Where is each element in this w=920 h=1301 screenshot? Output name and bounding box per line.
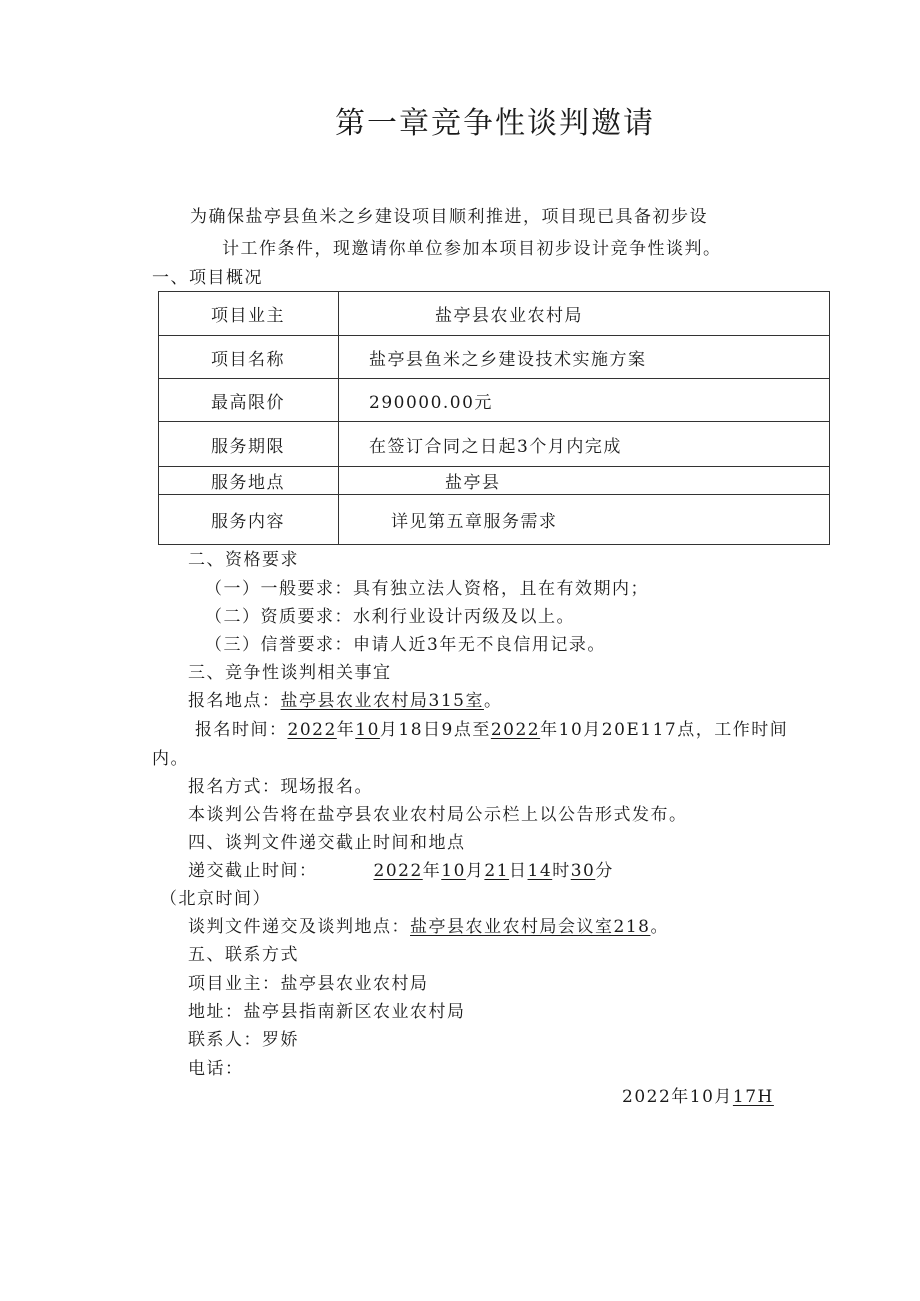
text: 时 xyxy=(552,861,571,881)
row-value: 详见第五章服务需求 xyxy=(339,495,830,545)
submission-place-label: 谈判文件递交及谈判地点： xyxy=(188,917,410,937)
intro-line-2: 计工作条件，现邀请你单位参加本项目初步设计竞争性谈判。 xyxy=(222,239,722,259)
section-heading-overview: 一、项目概况 xyxy=(152,268,263,288)
punctuation: 。 xyxy=(483,691,503,711)
text: 年10月20E117点，工作时间 xyxy=(540,720,789,740)
page-title: 第一章竞争性谈判邀请 xyxy=(335,106,655,141)
text: 年 xyxy=(422,861,442,881)
registration-place-value: 盐亭县农业农村局315室 xyxy=(280,691,484,711)
row-label: 项目名称 xyxy=(159,336,339,379)
table-row xyxy=(159,495,830,545)
section-heading-negotiation: 三、竞争性谈判相关事宜 xyxy=(188,663,392,683)
section-heading-contact: 五、联系方式 xyxy=(188,945,299,965)
row-label: 项目业主 xyxy=(159,292,339,336)
row-value: 盐亭县农业农村局 xyxy=(339,292,830,336)
document-date xyxy=(622,1086,774,1108)
requirement-credit: （三）信誉要求：申请人近3年无不良信用记录。 xyxy=(205,635,606,655)
deadline-minute: 30 xyxy=(570,861,596,881)
section-heading-deadline: 四、谈判文件递交截止时间和地点 xyxy=(188,833,466,853)
row-value: 290000.00元 xyxy=(339,379,830,422)
deadline-day: 21 xyxy=(484,861,510,881)
row-label: 服务期限 xyxy=(159,422,339,467)
announcement-note: 本谈判公告将在盐亭县农业农村局公示栏上以公告形式发布。 xyxy=(188,805,688,825)
table-row xyxy=(159,336,830,379)
date-day: 17H xyxy=(732,1087,774,1107)
table-row xyxy=(159,422,830,467)
row-value: 在签订合同之日起3个月内完成 xyxy=(339,422,830,467)
date-text: 2022年10月 xyxy=(622,1087,733,1107)
start-year: 2022 xyxy=(287,720,337,740)
text: 分 xyxy=(595,861,614,881)
table-row xyxy=(159,379,830,422)
registration-time-continued: 内。 xyxy=(152,749,189,769)
row-label: 服务内容 xyxy=(159,495,339,545)
contact-person: 联系人：罗娇 xyxy=(188,1030,299,1050)
row-value: 盐亭县鱼米之乡建设技术实施方案 xyxy=(339,336,830,379)
text: 日 xyxy=(509,861,528,881)
submission-place xyxy=(188,916,669,938)
intro-line-1: 为确保盐亭县鱼米之乡建设项目顺利推进，项目现已具备初步设 xyxy=(190,207,708,227)
submission-place-value: 盐亭县农业农村局会议室218 xyxy=(410,917,651,937)
project-overview-table xyxy=(158,291,830,545)
deadline-year: 2022 xyxy=(373,861,423,881)
row-label: 服务地点 xyxy=(159,467,339,495)
requirement-qualification: （二）资质要求：水利行业设计丙级及以上。 xyxy=(205,607,575,627)
submission-deadline xyxy=(188,860,614,882)
text: 年 xyxy=(336,720,356,740)
timezone-note: （北京时间） xyxy=(160,889,271,909)
contact-owner: 项目业主：盐亭县农业农村局 xyxy=(188,974,429,994)
table-row xyxy=(159,467,830,495)
requirement-general: （一）一般要求：具有独立法人资格，且在有效期内； xyxy=(205,579,649,599)
registration-place xyxy=(188,690,502,712)
section-heading-qualification: 二、资格要求 xyxy=(188,550,299,570)
table-row xyxy=(159,292,830,336)
registration-method: 报名方式：现场报名。 xyxy=(188,777,373,797)
registration-place-label: 报名地点： xyxy=(188,691,281,711)
row-label: 最高限价 xyxy=(159,379,339,422)
text: 月 xyxy=(465,861,485,881)
contact-phone: 电话： xyxy=(188,1059,244,1079)
start-month: 10 xyxy=(355,720,380,740)
registration-time-label: 报名时间： xyxy=(195,720,288,740)
row-value: 盐亭县 xyxy=(339,467,830,495)
deadline-label: 递交截止时间： xyxy=(188,861,318,881)
deadline-hour: 14 xyxy=(527,861,553,881)
punctuation: 。 xyxy=(650,917,669,937)
registration-time xyxy=(195,719,788,741)
end-year: 2022 xyxy=(490,720,541,740)
text: 月18日9点至 xyxy=(379,720,491,740)
contact-address: 地址：盐亭县指南新区农业农村局 xyxy=(188,1002,466,1022)
deadline-month: 10 xyxy=(441,861,466,881)
